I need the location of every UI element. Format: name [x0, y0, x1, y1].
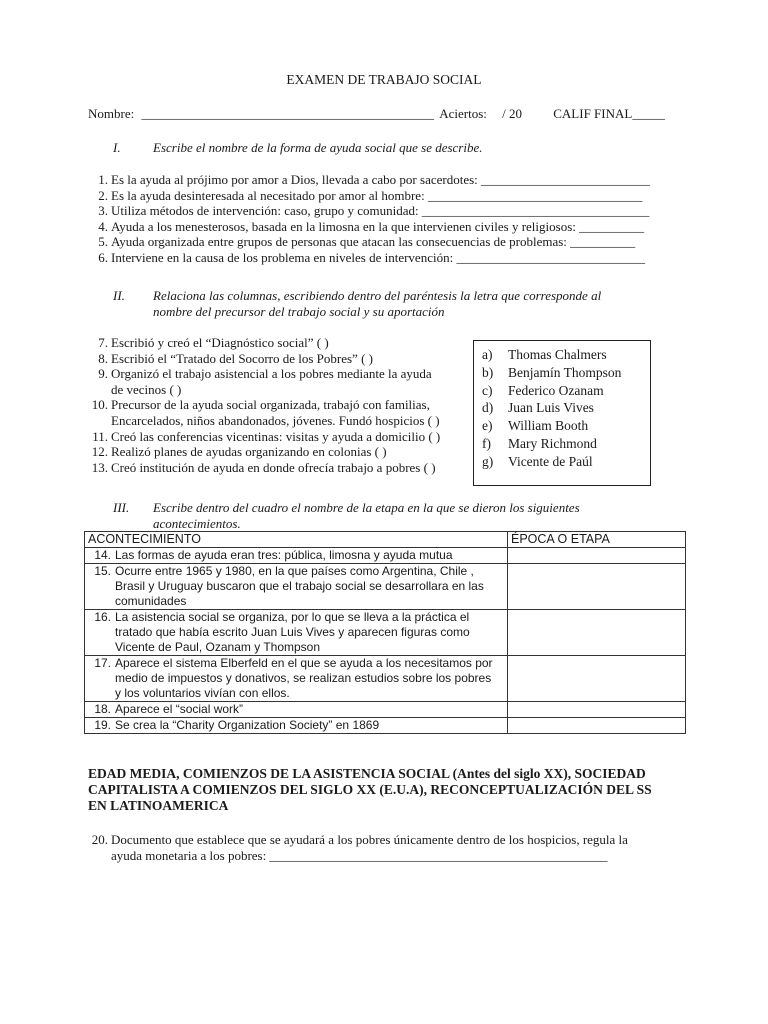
calif-blank[interactable]: _____ — [632, 106, 665, 121]
list-item: 5. Ayuda organizada entre grupos de personas que atacan las consecuencias de problemas: __________ — [98, 234, 636, 250]
option-item: g) Vicente de Paúl — [482, 453, 593, 469]
events-table — [84, 531, 686, 734]
calif-label: CALIF FINAL — [553, 106, 633, 121]
list-item: 1. Es la ayuda al prójimo por amor a Dios, llevada a cabo por sacerdotes: __________________________ — [98, 172, 651, 187]
stage-answer-cell[interactable] — [508, 718, 686, 734]
section3-number: III. — [113, 500, 130, 515]
list-item: 6. Interviene en la causa de los problema en niveles de intervención: _____________________________ — [98, 249, 645, 265]
section1-number: I. — [113, 140, 121, 155]
list-item: 20. Documento que establece que se ayudará a los pobres únicamente dentro de los hospicios, regula la ayuda monetaria a los pobres: ____________________________________________________ — [91, 832, 628, 863]
column-header-stage: ÉPOCA O ETAPA — [508, 532, 686, 548]
section3-heading — [113, 500, 580, 516]
option-item: e) William Booth — [482, 418, 589, 434]
stage-answer-cell[interactable] — [508, 564, 686, 610]
nombre-blank[interactable]: _____________________________________________ — [141, 106, 434, 121]
list-item: 10. Precursor de la ayuda social organizada, trabajó con familias, Encarcelados, niños abandonados, jóvenes. Fundó hospicios ( ) — [91, 397, 440, 428]
header-line — [88, 106, 688, 122]
list-item: 2. Es la ayuda desinteresada al necesitado por amor al hombre: _________________________________ — [98, 187, 643, 203]
question20 — [88, 832, 628, 863]
section3-instruction-line1: Escribe dentro del cuadro el nombre de la etapa en la que se dieron los siguientes — [153, 500, 580, 515]
section1-heading — [113, 140, 483, 156]
list-item: 11. Creó las conferencias vicentinas: visitas y ayuda a domicilio ( ) — [92, 428, 441, 444]
section3-instruction-line2: acontecimientos. — [153, 516, 241, 531]
stage-answer-cell[interactable] — [508, 702, 686, 718]
section2-list — [88, 335, 440, 475]
option-item: c) Federico Ozanam — [482, 382, 604, 398]
section2-number: II. — [113, 288, 125, 303]
column-header-event: ACONTECIMIENTO — [85, 532, 508, 548]
option-item: d) Juan Luis Vives — [482, 400, 594, 416]
page-title: EXAMEN DE TRABAJO SOCIAL — [286, 72, 482, 87]
table-row: 14. Las formas de ayuda eran tres: pública, limosna y ayuda mutua — [85, 548, 686, 564]
aciertos-total: / 20 — [502, 106, 522, 121]
list-item: 3. Utiliza métodos de intervención: caso, grupo y comunidad: ___________________________________ — [98, 203, 650, 219]
nombre-label: Nombre: — [88, 106, 135, 121]
stages-list: EDAD MEDIA, COMIENZOS DE LA ASISTENCIA SOCIAL (Antes del siglo XX), SOCIEDAD CAPITALISTA A COMIENZOS DEL SIGLO XX (E.U.A), RECONCEPTUALIZACIÓN DEL SS EN LATINOAMERICA — [88, 766, 652, 813]
option-item: b) Benjamín Thompson — [482, 364, 622, 380]
list-item: 7. Escribió y creó el “Diagnóstico social” ( ) — [98, 335, 329, 350]
section2-instruction-line1: Relaciona las columnas, escribiendo dentro del paréntesis la letra que corresponde al — [153, 288, 602, 303]
list-item: 8. Escribió el “Tratado del Socorro de los Pobres” ( ) — [98, 350, 373, 366]
section2-heading — [113, 288, 601, 304]
table-header-row — [85, 532, 686, 548]
table-row: 17. Aparece el sistema Elberfeld en el que se ayuda a los necesitamos por medio de impuestos y donativos, se realizan estudios sobre los pobres y los voluntarios vivían con ellos. — [85, 656, 686, 702]
table-row: 15. Ocurre entre 1965 y 1980, en la que países como Argentina, Chile , Brasil y Uruguay buscaron que el trabajo social se desarrollara en las comunidades — [85, 564, 686, 610]
table-row: 16. La asistencia social se organiza, por lo que se lleva a la práctica el tratado que había escrito Juan Luis Vives y aparecen figuras como Vicente de Paul, Ozanam y Thompson — [85, 610, 686, 656]
stage-answer-cell[interactable] — [508, 548, 686, 564]
list-item: 4. Ayuda a los menesterosos, basada en la limosna en la que intervienen civiles y religiosos: __________ — [98, 218, 645, 234]
list-item: 12. Realizó planes de ayudas organizando en colonias ( ) — [91, 444, 387, 460]
stage-answer-cell[interactable] — [508, 656, 686, 702]
list-item: 9. Organizó el trabajo asistencial a los pobres mediante la ayuda de vecinos ( ) — [98, 366, 432, 397]
option-item: a) Thomas Chalmers — [482, 347, 607, 362]
list-item: 13. Creó institución de ayuda en donde ofrecía trabajo a pobres ( ) — [91, 459, 436, 475]
precursor-options-box — [473, 340, 651, 486]
aciertos-label: Aciertos: — [439, 106, 487, 121]
table-row: 18. Aparece el “social work” — [85, 702, 686, 718]
stage-answer-cell[interactable] — [508, 610, 686, 656]
table-row: 19. Se crea la “Charity Organization Society” en 1869 — [85, 718, 686, 734]
section1-instruction: Escribe el nombre de la forma de ayuda social que se describe. — [153, 140, 483, 155]
section1-list — [88, 172, 650, 266]
section2-instruction-line2: nombre del precursor del trabajo social y su aportación — [153, 304, 445, 319]
option-item: f) Mary Richmond — [482, 435, 597, 451]
